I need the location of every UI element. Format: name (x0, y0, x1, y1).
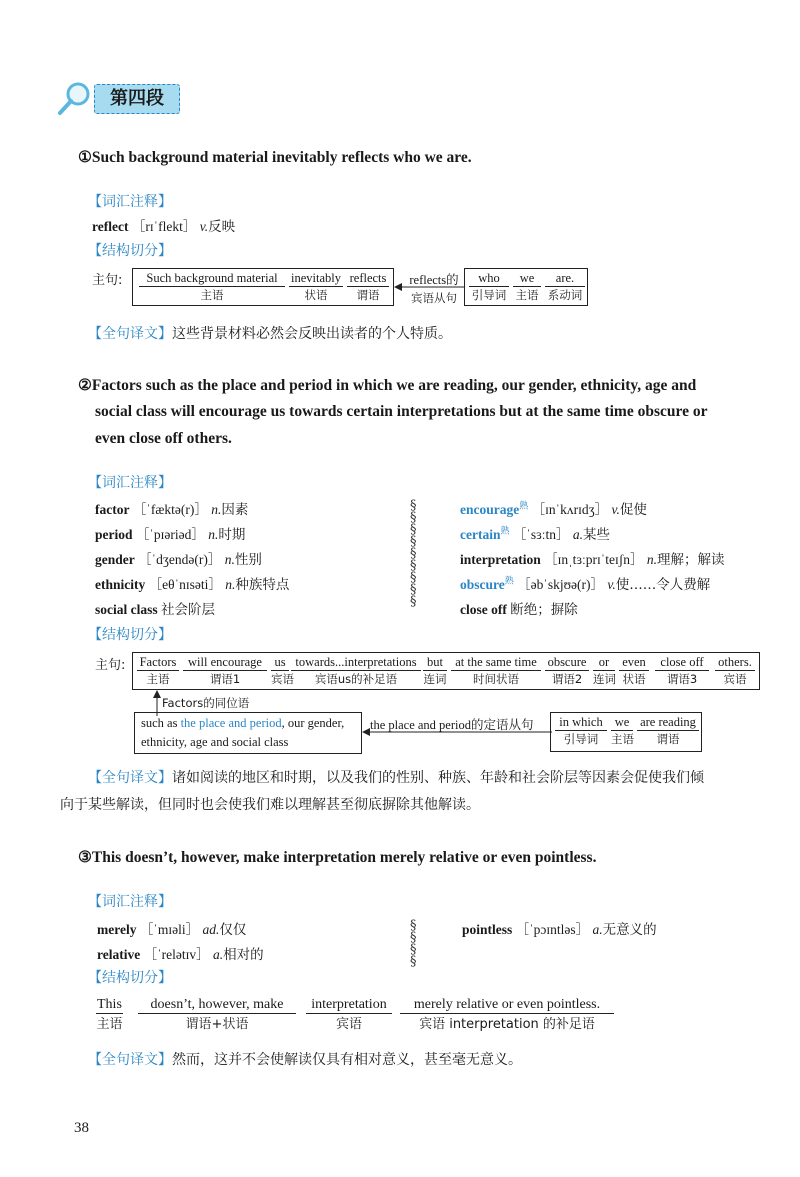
main-clause-box-2 (132, 652, 760, 690)
s2-part-towards: towards...interpretations 宾语us的补足语 (291, 655, 421, 687)
s3-part-doesnt-make: doesn’t, however, make 谓语+状语 (138, 996, 296, 1036)
vocab-interpretation: interpretation ［ɪnˌtɜːprɪˈteɪʃn］ n.理解；解读 (460, 552, 725, 568)
struct-tag-2: 【结构切分】 (88, 627, 172, 643)
translation-3: 【全句译文】然而，这并不会使解读仅具有相对意义，甚至毫无意义。 (88, 1052, 522, 1068)
s2-part-obscure: obscure 谓语2 (545, 655, 589, 687)
s3-part-interpretation: interpretation 宾语 (306, 996, 392, 1036)
translation-2-line-1: 【全句译文】诸如阅读的地区和时期，以及我们的性别、种族、年龄和社会阶层等因素会促使我们倾 (88, 770, 704, 786)
appositive-line-2: ethnicity, age and social class (141, 735, 289, 749)
vocab-tag-1: 【词汇注释】 (88, 194, 172, 210)
s1-link-bottom: 宾语从句 (411, 291, 457, 305)
s2-part-or: or 连词 (593, 655, 616, 686)
relative-clause-box (550, 712, 702, 752)
s2-part-even: even 状语 (619, 655, 649, 687)
appositive-box (134, 712, 362, 754)
s2-part-close-off: close off 谓语3 (655, 655, 709, 687)
vocab-obscure: obscure$^熟$ ［əbˈskjʊə(r)］ v.使……令人费解 (460, 576, 711, 593)
appositive-line-1: such as the place and period, our gender, (141, 716, 345, 730)
main-clause-label-2: 主句: (95, 658, 126, 673)
sentence-1: ①Such background material inevitably reflects who we are. (78, 149, 472, 166)
vocab-merely: merely ［ˈmɪəli］ ad.仅仅 (97, 922, 247, 938)
s1-clause-we: we 主语 (513, 271, 541, 303)
vocab-tag-2: 【词汇注释】 (88, 475, 172, 491)
relative-clause-label: the place and period的定语从句 (370, 718, 534, 732)
sentence-2-line-1: ②Factors such as the place and period in which we are reading, our gender, ethnicity, age and (78, 377, 697, 394)
s2-rel-we: we 主语 (611, 715, 634, 746)
vocab-certain: certain$^熟$ ［ˈsɜːtn］ a.某些 (460, 526, 611, 543)
vocab-encourage: encourage$^熟$ ［ɪnˈkʌrɪdʒ］ v.促使 (460, 501, 647, 518)
vocab-close-off: close off 断绝；摒除 (460, 602, 578, 618)
vocab-ethnicity: ethnicity ［eθˈnɪsəti］ n.种族特点 (95, 577, 290, 593)
s2-part-factors: Factors 主语 (137, 655, 179, 687)
vocab-social-class: social class 社会阶层 (95, 602, 215, 618)
struct-tag-3: 【结构切分】 (88, 970, 172, 986)
vocab-pointless: pointless ［ˈpɔɪntləs］ a.无意义的 (462, 922, 657, 938)
s2-part-us: us 宾语 (271, 655, 294, 686)
main-clause-box-1 (132, 268, 394, 306)
vocab-reflect: reflect ［rɪˈflekt］ v.反映 (92, 219, 236, 235)
magnifier-icon (56, 80, 96, 116)
vocab-gender: gender ［ˈdʒendə(r)］ n.性别 (95, 552, 262, 568)
object-clause-box-1 (464, 268, 588, 306)
vocab-period: period ［ˈpɪəriəd］ n.时期 (95, 527, 246, 543)
s2-rel-in-which: in which 引导词 (555, 715, 607, 747)
s2-rel-are-reading: are reading 谓语 (637, 715, 699, 747)
s1-part-predicate: reflects 谓语 (347, 271, 389, 303)
column-separator-3: § § § § (410, 918, 417, 969)
section-title: 第四段 (110, 88, 164, 109)
s2-part-will-encourage: will encourage 谓语1 (183, 655, 267, 687)
translation-1: 【全句译文】这些背景材料必然会反映出读者的个人特质。 (88, 326, 452, 342)
vocab-factor: factor ［ˈfæktə(r)］ n.因素 (95, 502, 249, 518)
sentence-3: ③This doesn’t, however, make interpretation merely relative or even pointless. (78, 849, 597, 866)
s3-part-this: This 主语 (96, 997, 123, 1032)
vocab-relative: relative ［ˈrelətɪv］ a.相对的 (97, 947, 264, 963)
s2-part-others: others. 宾语 (715, 655, 755, 687)
s2-part-at-the-same-time: at the same time 时间状语 (451, 655, 541, 687)
main-clause-label-1: 主句: (92, 273, 123, 288)
struct-tag-1: 【结构切分】 (88, 243, 172, 259)
sentence-2-line-3: even close off others. (95, 430, 232, 447)
sentence-2-line-2: social class will encourage us towards certain interpretations but at the same time obscure or (95, 403, 708, 420)
s1-clause-who: who 引导词 (469, 271, 509, 303)
s1-part-adverbial: inevitably 状语 (291, 271, 341, 302)
page-number: 38 (74, 1120, 89, 1136)
s1-part-subject: Such background material 主语 (139, 271, 285, 303)
appositive-label: Factors的同位语 (162, 696, 250, 710)
s1-clause-are: are. 系动词 (545, 271, 585, 303)
section-title-badge (94, 84, 180, 114)
s3-part-complement: merely relative or even pointless. 宾语 interpretation 的补足语 (400, 996, 614, 1036)
column-separator-2: § § § § § § § § § (410, 498, 417, 609)
s1-link-top: reflects的 (409, 273, 459, 287)
translation-2-line-2: 向于某些解读，但同时也会使我们难以理解甚至彻底摒除其他解读。 (60, 797, 480, 813)
s2-part-but: but 连词 (423, 655, 447, 686)
vocab-tag-3: 【词汇注释】 (88, 894, 172, 910)
